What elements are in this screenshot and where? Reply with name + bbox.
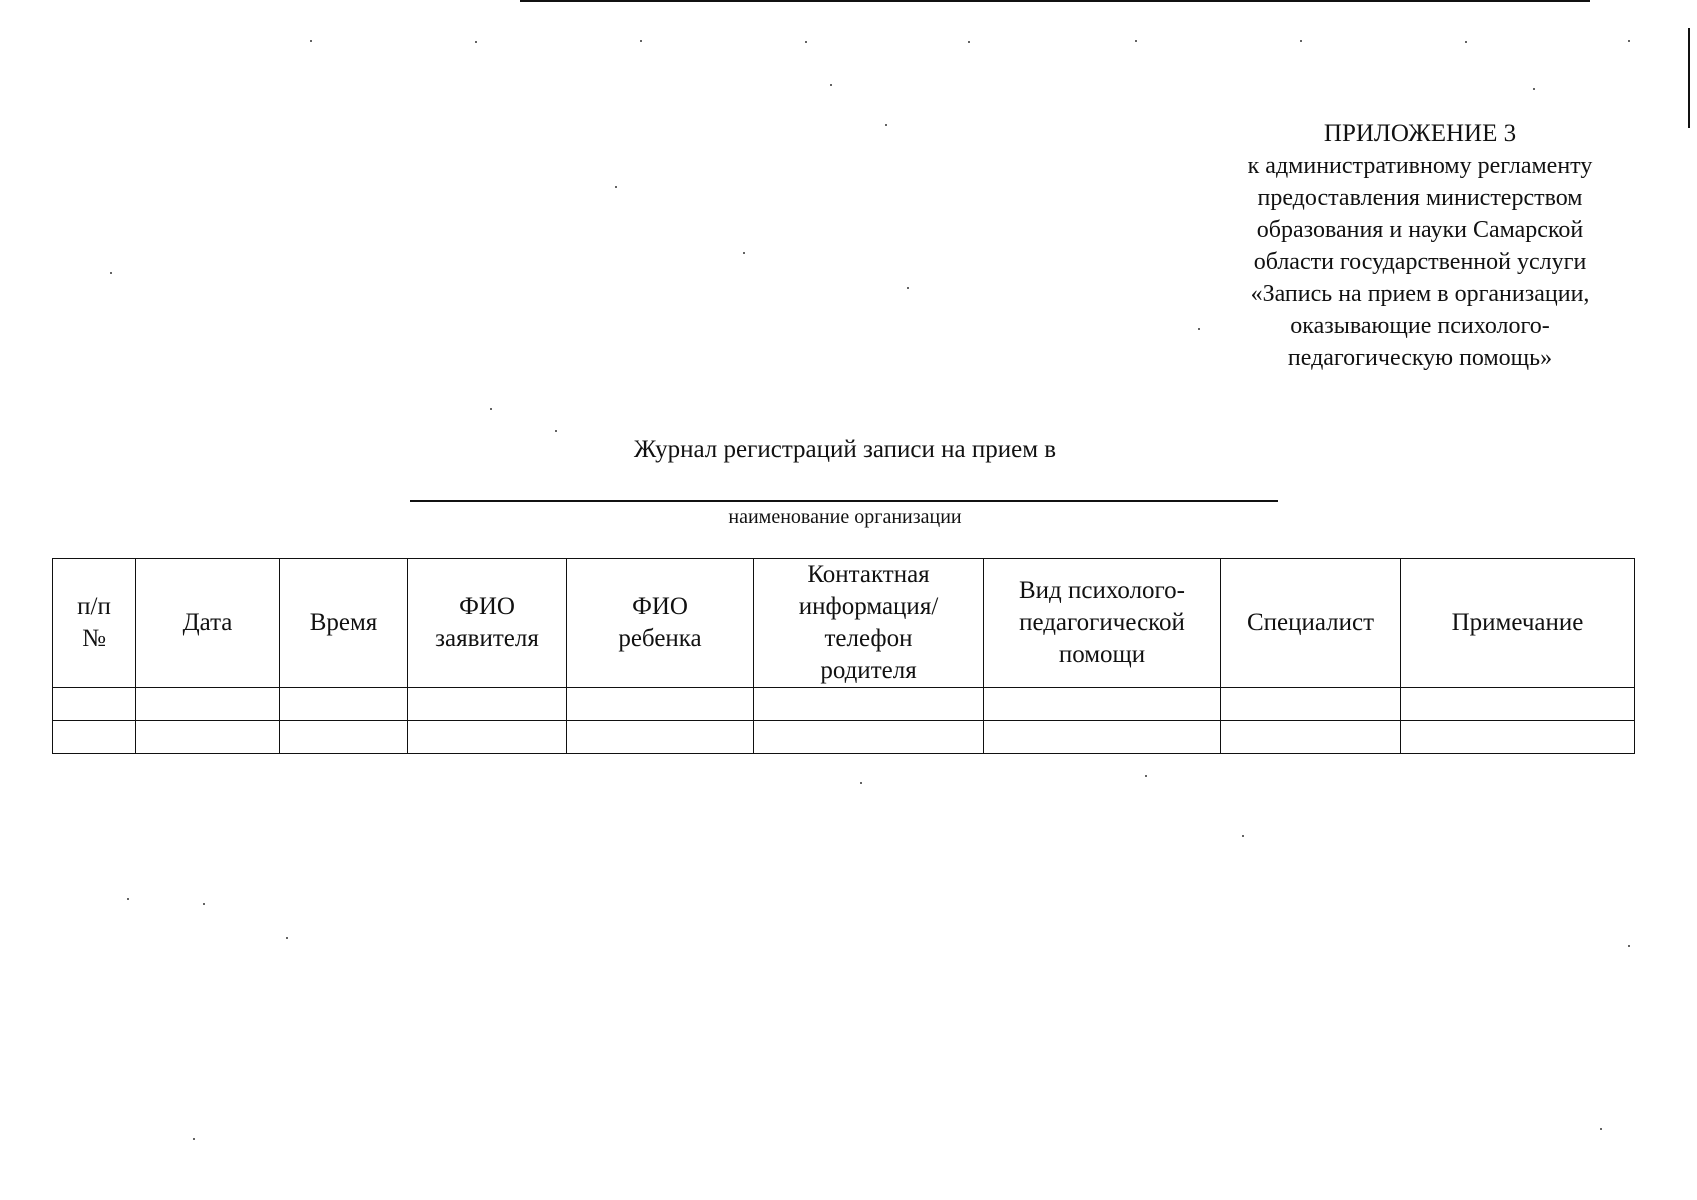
appendix-title: ПРИЛОЖЕНИЕ 3: [1323, 120, 1517, 147]
header-number: п/п №: [53, 559, 136, 688]
top-border-line: [520, 0, 1590, 2]
scan-speck: [1145, 775, 1147, 777]
scan-speck: [127, 898, 129, 900]
header-contact-info: Контактная информация/ телефон родителя: [754, 559, 984, 688]
scan-speck: [490, 408, 492, 410]
scan-speck: [475, 41, 477, 43]
table-cell: [567, 688, 754, 721]
appendix-line: предоставления министерством: [1257, 185, 1583, 211]
scan-speck: [860, 782, 862, 784]
scan-speck: [555, 430, 557, 432]
table-cell: [984, 688, 1221, 721]
appendix-block: [1200, 118, 1640, 374]
table-cell: [984, 721, 1221, 754]
table-row: [53, 721, 1635, 754]
scan-speck: [1628, 40, 1630, 42]
header-time: Время: [280, 559, 408, 688]
organization-caption: наименование организации: [728, 506, 962, 528]
appendix-line: «Запись на прием в организации,: [1250, 281, 1590, 307]
table-row: [53, 688, 1635, 721]
organization-name-line: [410, 500, 1278, 502]
scan-speck: [1135, 40, 1137, 42]
scan-speck: [885, 124, 887, 126]
appendix-line: области государственной услуги: [1253, 249, 1587, 275]
header-child-name: ФИО ребенка: [567, 559, 754, 688]
scan-speck: [310, 40, 312, 42]
appendix-line: оказывающие психолого-: [1290, 313, 1550, 339]
scan-speck: [968, 41, 970, 43]
table-cell: [408, 688, 567, 721]
table-cell: [567, 721, 754, 754]
table-cell: [754, 721, 984, 754]
header-specialist: Специалист: [1221, 559, 1401, 688]
scan-speck: [1628, 945, 1630, 947]
appendix-line: к административному регламенту: [1247, 153, 1593, 179]
scan-speck: [110, 272, 112, 274]
header-help-type: Вид психолого- педагогической помощи: [984, 559, 1221, 688]
scan-speck: [805, 41, 807, 43]
table-cell: [1401, 721, 1635, 754]
header-note: Примечание: [1401, 559, 1635, 688]
table-cell: [280, 688, 408, 721]
header-applicant-name: ФИО заявителя: [408, 559, 567, 688]
scan-speck: [615, 186, 617, 188]
journal-title: Журнал регистраций записи на прием в: [633, 436, 1057, 463]
scan-speck: [286, 937, 288, 939]
table-header-row: [53, 559, 1635, 688]
scan-speck: [640, 40, 642, 42]
table-cell: [136, 721, 280, 754]
appendix-line: образования и науки Самарской: [1256, 217, 1584, 243]
scan-speck: [193, 1138, 195, 1140]
scan-speck: [743, 252, 745, 254]
table-cell: [1221, 721, 1401, 754]
scan-speck: [1465, 41, 1467, 43]
table-cell: [754, 688, 984, 721]
table-cell: [136, 688, 280, 721]
table-cell: [408, 721, 567, 754]
table-cell: [1401, 688, 1635, 721]
table-cell: [53, 688, 136, 721]
scan-speck: [1300, 40, 1302, 42]
scan-speck: [830, 84, 832, 86]
scan-edge-mark: [1688, 28, 1690, 128]
scan-speck: [1242, 835, 1244, 837]
table-cell: [1221, 688, 1401, 721]
scan-speck: [1198, 328, 1200, 330]
header-date: Дата: [136, 559, 280, 688]
scan-speck: [1533, 88, 1535, 90]
scan-speck: [1600, 1128, 1602, 1130]
scan-speck: [203, 903, 205, 905]
table-cell: [280, 721, 408, 754]
table-cell: [53, 721, 136, 754]
registration-table: [52, 558, 1635, 754]
appendix-line: педагогическую помощь»: [1287, 345, 1553, 371]
scan-speck: [907, 287, 909, 289]
